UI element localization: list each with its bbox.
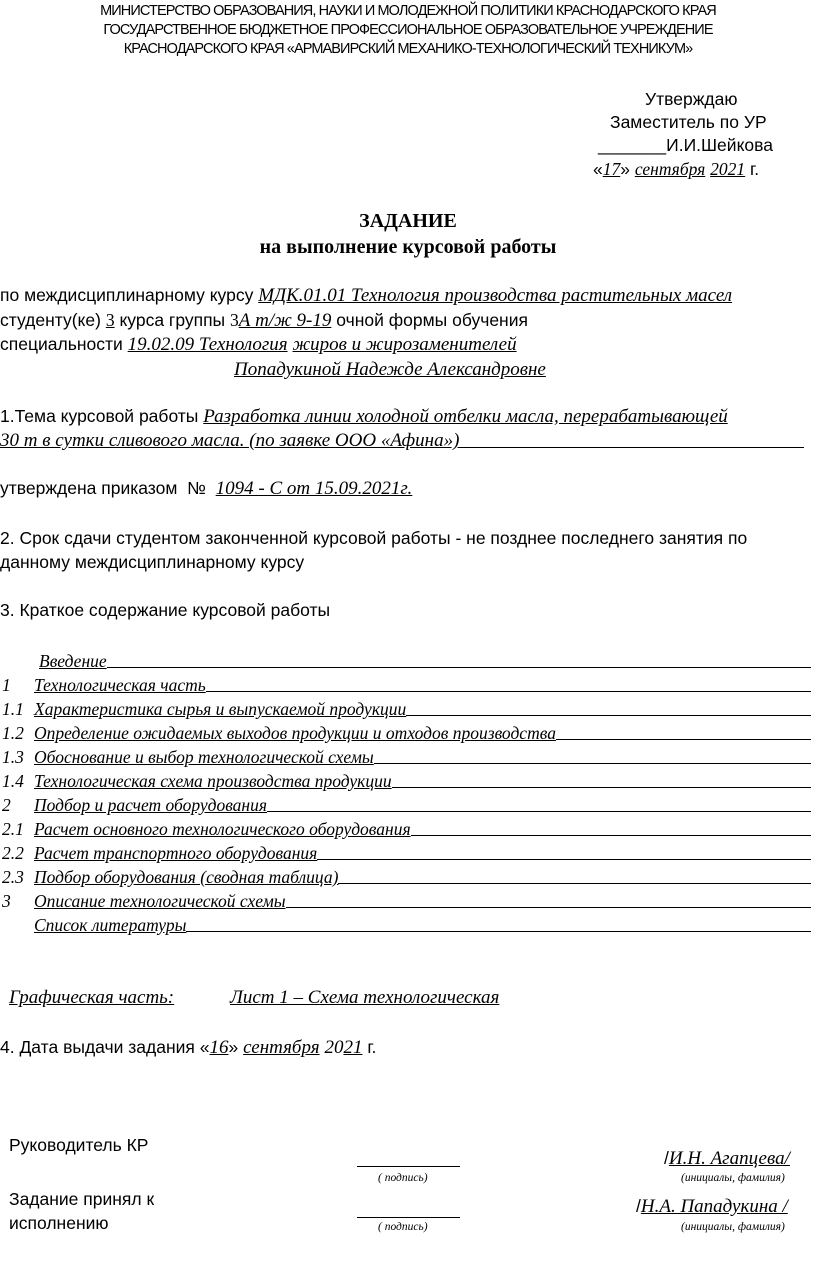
- contents-item-fill-line: [406, 715, 811, 716]
- content-label: 3. Краткое содержание курсовой работы: [0, 600, 331, 620]
- topic-label: 1.Тема курсовой работы: [0, 406, 199, 426]
- contents-item-fill-line: [186, 931, 811, 932]
- student-initials-caption: (инициалы, фамилия): [681, 1221, 785, 1233]
- contents-item: [0, 744, 815, 768]
- discipline-label: по междисциплинарному курсу: [0, 285, 254, 305]
- approver-position: Заместитель по УР: [610, 112, 767, 132]
- deadline-line-2: данному междисциплинарному курсу: [0, 552, 305, 572]
- contents-item-number: 3: [2, 891, 11, 911]
- specialty-line: [0, 334, 517, 356]
- supervisor-signature-caption: ( подпись): [378, 1172, 428, 1184]
- topic-line-1: [0, 406, 728, 428]
- contents-item-text: Расчет транспортного оборудования: [34, 843, 318, 863]
- contents-item-number: 2.3: [2, 867, 24, 887]
- approver-signature-line: [598, 135, 773, 156]
- contents-item-number: 1.2: [2, 723, 24, 743]
- accepted-label-1: Задание принял к: [9, 1189, 155, 1209]
- contents-item: [0, 648, 815, 672]
- order-number-sign: №: [187, 478, 206, 498]
- contents-item-fill-line: [317, 859, 811, 860]
- contents-item-text: Определение ожидаемых выходов продукции и отходов производства: [34, 723, 556, 743]
- supervisor-name: И.Н. Агапцева/: [668, 1148, 790, 1169]
- approval-day: 17: [602, 159, 621, 179]
- approver-name: И.И.Шейкова: [666, 135, 773, 155]
- institution-line: ГОСУДАРСТВЕННОЕ БЮДЖЕТНОЕ ПРОФЕССИОНАЛЬНОЕ ОБРАЗОВАТЕЛЬНОЕ УЧРЕЖДЕНИЕ: [103, 22, 713, 38]
- supervisor-name-line: [664, 1148, 790, 1170]
- document-title: ЗАДАНИЕ: [359, 210, 457, 232]
- student-label: студенту(ке): [0, 310, 101, 330]
- contents-item-fill-line: [286, 907, 811, 908]
- contents-item-text: Список литературы: [34, 915, 187, 935]
- contents-item: [0, 792, 815, 816]
- student-signature-line: [357, 1200, 460, 1218]
- contents-item: [0, 768, 815, 792]
- order-label: утверждена приказом: [0, 478, 178, 498]
- student-signature-caption: ( подпись): [378, 1221, 428, 1233]
- contents-item: [0, 696, 815, 720]
- contents-item-text: Описание технологической схемы: [34, 891, 286, 911]
- college-line: КРАСНОДАРСКОГО КРАЯ «АРМАВИРСКИЙ МЕХАНИКО-ТЕХНОЛОГИЧЕСКИЙ ТЕХНИКУМ»: [123, 41, 693, 57]
- contents-item-text: Обоснование и выбор технологической схемы: [34, 747, 374, 767]
- supervisor-label: Руководитель КР: [9, 1135, 149, 1155]
- contents-item-number: 2: [2, 795, 11, 815]
- issue-date-month: сентября: [243, 1037, 320, 1058]
- contents-item-text: Технологическая часть: [34, 675, 206, 695]
- contents-item-fill-line: [107, 667, 811, 668]
- approve-label: Утверждаю: [645, 89, 738, 109]
- discipline-value: МДК.01.01 Технология производства растительных масел: [258, 285, 733, 306]
- contents-item-fill-line: [374, 763, 811, 764]
- graphic-label: Графическая часть:: [9, 987, 175, 1008]
- contents-item-fill-line: [338, 883, 811, 884]
- issue-date-year-prefix: 20: [324, 1037, 344, 1058]
- approval-close-quote: »: [620, 159, 630, 179]
- graphic-value: Лист 1 – Схема технологическая: [230, 987, 500, 1008]
- issue-date-day: 16: [209, 1037, 229, 1058]
- topic-fill-line: [459, 447, 804, 448]
- order-value: 1094 - С от 15.09.2021г.: [215, 478, 413, 499]
- course-label: курса группы: [119, 310, 226, 330]
- issue-date-line: [0, 1037, 376, 1059]
- contents-item-fill-line: [392, 787, 811, 788]
- contents-item-number: 1.4: [2, 771, 24, 791]
- contents-item: [0, 816, 815, 840]
- deadline-line-1: 2. Срок сдачи студентом законченной курсовой работы - не позднее последнего занятия по: [0, 528, 748, 548]
- contents-item-fill-line: [411, 835, 811, 836]
- contents-item-number: 1: [2, 675, 11, 695]
- topic-value-2: 30 т в сутки сливового масла. (по заявке ООО «Афина»): [0, 430, 460, 451]
- approver-signature-blank: _______: [598, 135, 667, 155]
- approval-date: [593, 159, 759, 180]
- contents-item-text: Характеристика сырья и выпускаемой продукции: [34, 699, 407, 719]
- contents-item-number: 2.2: [2, 843, 24, 863]
- course-number: 3: [105, 310, 115, 330]
- group-value: А т/ж 9-19: [238, 310, 332, 331]
- issue-date-year-suffix: г.: [367, 1037, 377, 1057]
- supervisor-slash: /: [664, 1148, 669, 1168]
- group-prefix: 3: [230, 310, 239, 330]
- contents-item: [0, 888, 815, 912]
- contents-item-fill-line: [556, 739, 811, 740]
- approval-open-quote: «: [593, 159, 603, 179]
- student-signature-name: Н.А. Пападукина /: [640, 1196, 788, 1217]
- approval-year-suffix: г.: [750, 159, 760, 179]
- student-slash: /: [636, 1196, 641, 1216]
- student-name-line: [636, 1196, 788, 1218]
- topic-value-1: Разработка линии холодной отбелки масла, перерабатывающей: [203, 406, 728, 427]
- contents-item: [0, 912, 815, 936]
- contents-item-text: Технологическая схема производства продукции: [34, 771, 392, 791]
- approval-month: сентября: [634, 159, 706, 179]
- student-name: Попадукиной Надежде Александровне: [234, 359, 546, 380]
- specialty-rest: жиров и жирозаменителей: [292, 334, 517, 355]
- contents-item: [0, 720, 815, 744]
- contents-item-text: Подбор и расчет оборудования: [34, 795, 267, 815]
- accepted-label-2: исполнению: [9, 1213, 109, 1233]
- topic-line-2: [0, 430, 804, 452]
- approval-year: 2021: [710, 159, 746, 179]
- issue-date-close-quote: »: [228, 1037, 239, 1057]
- supervisor-signature-line: [357, 1149, 460, 1167]
- specialty-code: 19.02.09 Технология: [127, 334, 288, 355]
- contents-item-text: Введение: [39, 651, 107, 671]
- specialty-label: специальности: [0, 334, 123, 354]
- contents-item-fill-line: [206, 691, 811, 692]
- order-line: [0, 478, 412, 500]
- contents-item: [0, 864, 815, 888]
- contents-item-number: 1.1: [2, 699, 24, 719]
- discipline-line: [0, 285, 732, 307]
- issue-date-label: 4. Дата выдачи задания «: [0, 1037, 210, 1057]
- student-line: [0, 310, 528, 332]
- contents-item-number: 2.1: [2, 819, 24, 839]
- contents-item-fill-line: [267, 811, 811, 812]
- study-form: очной формы обучения: [336, 310, 528, 330]
- issue-date-year-digits: 21: [343, 1037, 363, 1058]
- contents-item-number: 1.3: [2, 747, 24, 767]
- contents-item-text: Подбор оборудования (сводная таблица): [34, 867, 339, 887]
- contents-item: [0, 840, 815, 864]
- document-subtitle: на выполнение курсовой работы: [259, 236, 557, 258]
- graphic-part: [9, 987, 174, 1009]
- contents-item-text: Расчет основного технологического оборудования: [34, 819, 411, 839]
- contents-item: [0, 672, 815, 696]
- ministry-line: МИНИСТЕРСТВО ОБРАЗОВАНИЯ, НАУКИ И МОЛОДЕЖНОЙ ПОЛИТИКИ КРАСНОДАРСКОГО КРАЯ: [100, 3, 716, 19]
- supervisor-initials-caption: (инициалы, фамилия): [681, 1172, 785, 1184]
